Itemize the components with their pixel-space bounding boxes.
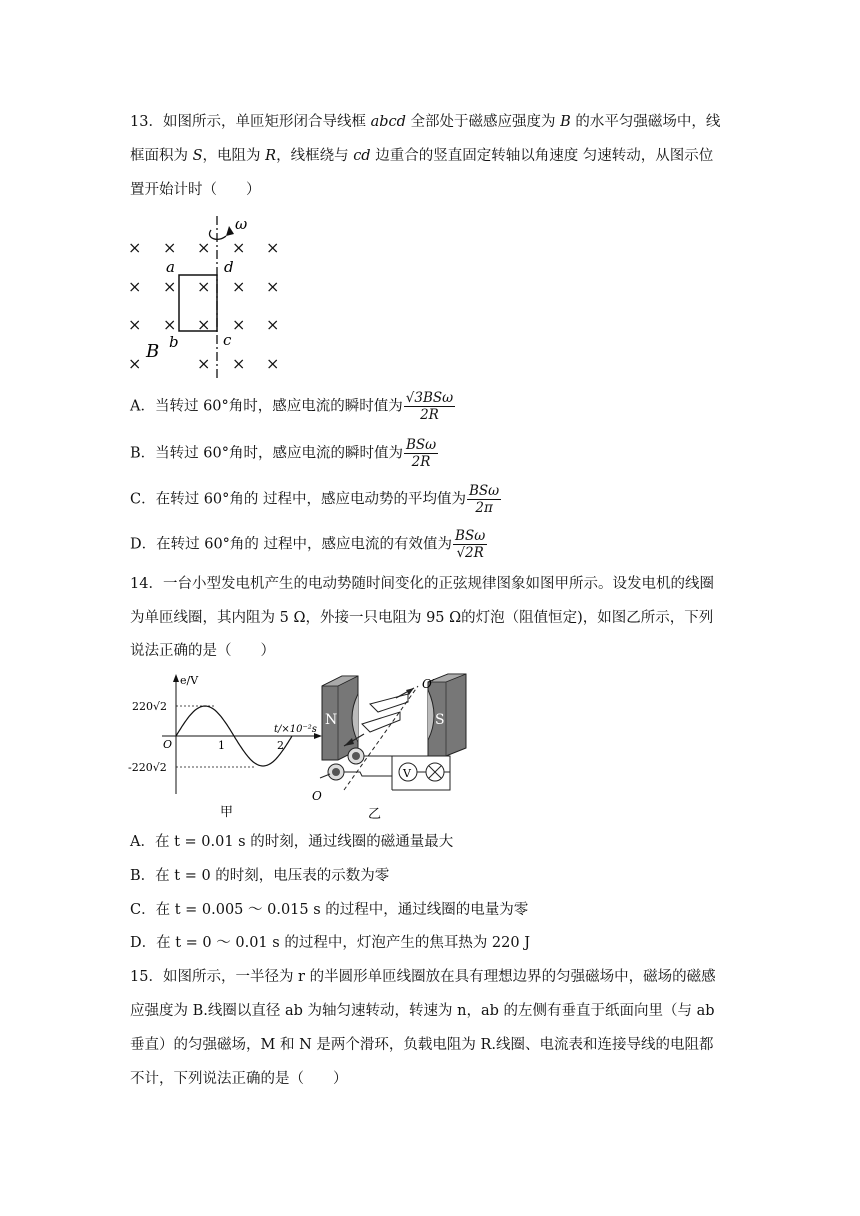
origin-label: O	[163, 738, 173, 751]
q13-stem-line2: 框面积为 S，电阻为 R，线框绕与 cd 边重合的竖直固定转轴以角速度 匀速转动，从图示位	[130, 148, 714, 164]
voltmeter-V-label: V	[403, 767, 411, 780]
corner-b-label: b	[169, 333, 179, 351]
caption-yi: 乙	[368, 807, 382, 822]
q13-figure	[120, 212, 290, 384]
cross-mark: ×	[232, 315, 246, 334]
q14-option-c: C．在 t = 0.005 ～ 0.015 s 的过程中，通过线圈的电量为零	[130, 902, 529, 918]
q15-line2: 应强度为 B.线圈以直径 ab 为轴匀速转动，转速为 n，ab 的左侧有垂直于纸面向里（与 ab	[130, 1003, 715, 1019]
caption-jia: 甲	[220, 805, 234, 820]
cross-mark: ×	[266, 354, 280, 373]
q15-line4: 不计，下列说法正确的是（ ）	[130, 1071, 348, 1087]
y-axis-arrow-icon	[173, 674, 179, 682]
cross-mark: ×	[128, 354, 142, 373]
q14-stem-line2: 为单匝线圈，其内阻为 5 Ω，外接一只电阻为 95 Ω的灯泡（阻值恒定)，如图乙所示，下列	[130, 610, 714, 626]
cross-mark: ×	[266, 315, 280, 334]
cross-mark: ×	[128, 277, 142, 296]
corner-c-label: c	[223, 331, 232, 349]
x-axis-label: t/×10⁻²s	[274, 724, 317, 735]
cross-mark: ×	[163, 238, 177, 257]
cross-mark: ×	[266, 277, 280, 296]
omega-label: ω	[235, 215, 248, 233]
cross-mark: ×	[163, 277, 177, 296]
cross-mark: ×	[197, 354, 211, 373]
x-tick-2: 2	[277, 739, 284, 752]
q13-stem-line1: 13．如图所示，单匝矩形闭合导线框 abcd 全部处于磁感应强度为 B 的水平匀强磁场中，线	[130, 114, 721, 130]
q13-stem-line3: 置开始计时（ ）	[130, 182, 261, 198]
y-tick-negative: -220√2	[128, 761, 167, 774]
q14-option-d: D．在 t = 0 ～ 0.01 s 的过程中，灯泡产生的焦耳热为 220 J	[130, 935, 531, 951]
q13-option-c: C．在转过 60°角的 过程中，感应电动势的平均值为 $\frac{\text{BSω}}{2\pi}$	[130, 483, 500, 516]
cross-mark: ×	[197, 315, 211, 334]
q14-sine-graph	[122, 672, 322, 822]
magnet-N-label: N	[325, 712, 338, 728]
corner-a-label: a	[166, 258, 175, 276]
cross-mark: ×	[232, 277, 246, 296]
q13-option-d: D．在转过 60°角的 过程中，感应电流的有效值为 $\frac{\text{BSω}}{√2R}$	[130, 528, 486, 561]
q14-generator-apparatus	[300, 672, 480, 822]
fraction: $\frac{\text{BSω}}{√2R}$	[455, 528, 486, 561]
cross-mark: ×	[163, 315, 177, 334]
coil-bottom	[362, 712, 400, 732]
q14-stem-line1: 14．一台小型发电机产生的电动势随时间变化的正弦规律图象如图甲所示。设发电机的线圈	[130, 576, 714, 592]
q14-option-a: A．在 t = 0.01 s 的时刻，通过线圈的磁通量最大	[130, 834, 454, 850]
field-B-label: B	[146, 341, 160, 362]
cross-mark: ×	[266, 238, 280, 257]
cross-mark: ×	[197, 238, 211, 257]
magnet-S-label: S	[435, 712, 445, 728]
q13-option-b: B．当转过 60°角时，感应电流的瞬时值为 $\frac{\text{BSω}}{2R}$	[130, 437, 437, 470]
q15-line3: 垂直）的匀强磁场，M 和 N 是两个滑环，负载电阻为 R.线圈、电流表和连接导线的电阻都	[130, 1037, 714, 1053]
x-tick-1: 1	[218, 739, 225, 752]
cross-mark: ×	[128, 315, 142, 334]
rotation-arrow-icon	[209, 230, 226, 239]
axis-O-prime-label: O′	[422, 677, 435, 691]
cross-mark: ×	[128, 238, 142, 257]
fraction: $\frac{\text{√3BSω}}{2R}$	[405, 390, 454, 423]
y-tick-positive: 220√2	[132, 700, 168, 713]
q15-line1: 15．如图所示，一半径为 r 的半圆形单匝线圈放在具有理想边界的匀强磁场中，磁场的磁感	[130, 969, 716, 985]
coil-top	[370, 694, 408, 712]
cross-mark: ×	[197, 277, 211, 296]
fraction: $\frac{\text{BSω}}{2R}$	[405, 437, 437, 470]
q13-option-a: A．当转过 60°角时，感应电流的瞬时值为 $\frac{\text{√3BSω}}{2R}$	[130, 390, 454, 423]
q14-stem-line3: 说法正确的是（ ）	[130, 643, 275, 659]
fraction: $\frac{\text{BSω}}{2\pi}$	[469, 483, 500, 516]
axis-O-label: O	[312, 789, 322, 803]
q14-option-b: B．在 t = 0 的时刻，电压表的示数为零	[130, 868, 390, 884]
cross-mark: ×	[232, 238, 246, 257]
y-axis-label: e/V	[180, 674, 199, 687]
cross-mark: ×	[232, 354, 246, 373]
corner-d-label: d	[224, 258, 234, 276]
